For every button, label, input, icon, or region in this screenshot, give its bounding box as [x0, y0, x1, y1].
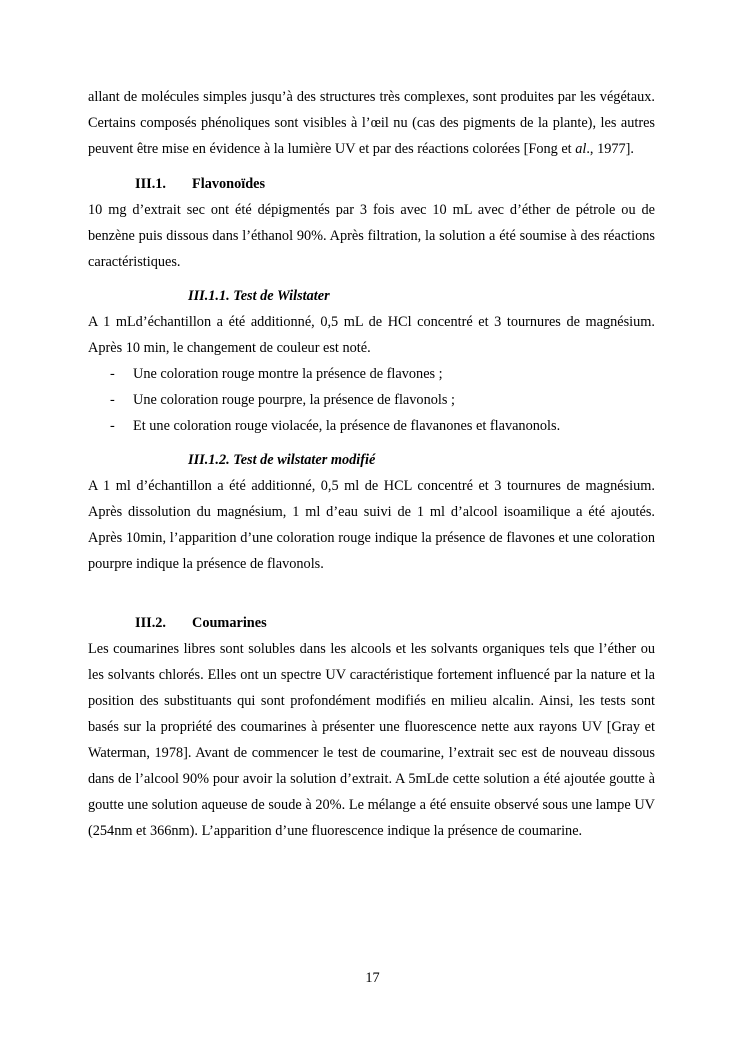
subsection-heading-wilstater-modifie: III.1.2. Test de wilstater modifié [188, 452, 376, 468]
flavonoides-paragraph: 10 mg d’extrait sec ont été dépigmentés par 3 fois avec 10 mL avec d’éther de pétrole ou de benzène puis dissous dans l’éthanol 90%. Après filtration, la solution a été soumise à des réactions caractéristiques. [88, 202, 655, 270]
section-number: III.1. [135, 176, 166, 192]
subsection-heading-wilstater: III.1.1. Test de Wilstater [188, 288, 330, 304]
list-item-text: Une coloration rouge montre la présence de flavones ; [133, 366, 443, 382]
list-item: - Et une coloration rouge violacée, la présence de flavanones et flavanonols. [110, 418, 561, 434]
list-item: - Une coloration rouge montre la présence de flavones ; [110, 366, 443, 382]
list-item-text: Une coloration rouge pourpre, la présence de flavonols ; [133, 392, 455, 408]
intro-tail: ., 1977]. [586, 141, 635, 157]
intro-citation-em: al [575, 141, 587, 157]
section-title: Coumarines [192, 615, 267, 631]
coumarines-paragraph: Les coumarines libres sont solubles dans les alcools et les solvants organiques tels que l’éther ou les solvants chlorés. Elles ont un spectre UV caractéristique fortement influencé par la nature et la position des substituants qui sont profondément modifiés en milieu alcalin. Ainsi, les tests sont basés sur la propriété des coumarines à présenter une fluorescence nette aux rayons UV [Gray et Waterman, 1978]. Avant de commencer le test de coumarine, l’extrait sec est de nouveau dissous dans de l’alcool 90% pour avoir la solution d’extrait. A 5mLde cette solution a été ajoutée goutte à goutte une solution aqueuse de soude à 20%. Le mélange a été ensuite observé sous une lampe UV (254nm et 366nm). L’apparition d’une fluorescence indique la présence de coumarine. [88, 641, 655, 839]
wilstater-paragraph: A 1 mLd’échantillon a été additionné, 0,5 mL de HCl concentré et 3 tournures de magnésium. Après 10 min, le changement de couleur est noté. [88, 314, 655, 356]
intro-text: allant de molécules simples jusqu’à des structures très complexes, sont produites par les végétaux. Certains composés phénoliques sont visibles à l’œil nu (cas des pigments de la plante), les autres peuvent être mise en évidence à la lumière UV et par des réactions colorées [Fong et [88, 89, 655, 157]
page-number: 17 [365, 970, 380, 986]
section-title: Flavonoïdes [192, 176, 266, 192]
section-heading-coumarines [88, 610, 655, 636]
section-number: III.2. [135, 615, 166, 631]
wilstater-result-list [88, 361, 655, 439]
intro-paragraph [88, 84, 655, 162]
list-item-text: Et une coloration rouge violacée, la présence de flavanones et flavanonols. [133, 418, 561, 434]
section-heading-flavonoides [88, 171, 655, 197]
list-item: - Une coloration rouge pourpre, la présence de flavonols ; [110, 392, 455, 408]
page-content [88, 84, 655, 844]
wilstater-modifie-paragraph: A 1 ml d’échantillon a été additionné, 0,5 ml de HCL concentré et 3 tournures de magnésium. Après dissolution du magnésium, 1 ml d’eau suivi de 1 ml d’alcool isoamilique a été ajoutés. Après 10min, l’apparition d’une coloration rouge indique la présence de flavones et une coloration pourpre indique la présence de flavonols. [88, 478, 655, 572]
